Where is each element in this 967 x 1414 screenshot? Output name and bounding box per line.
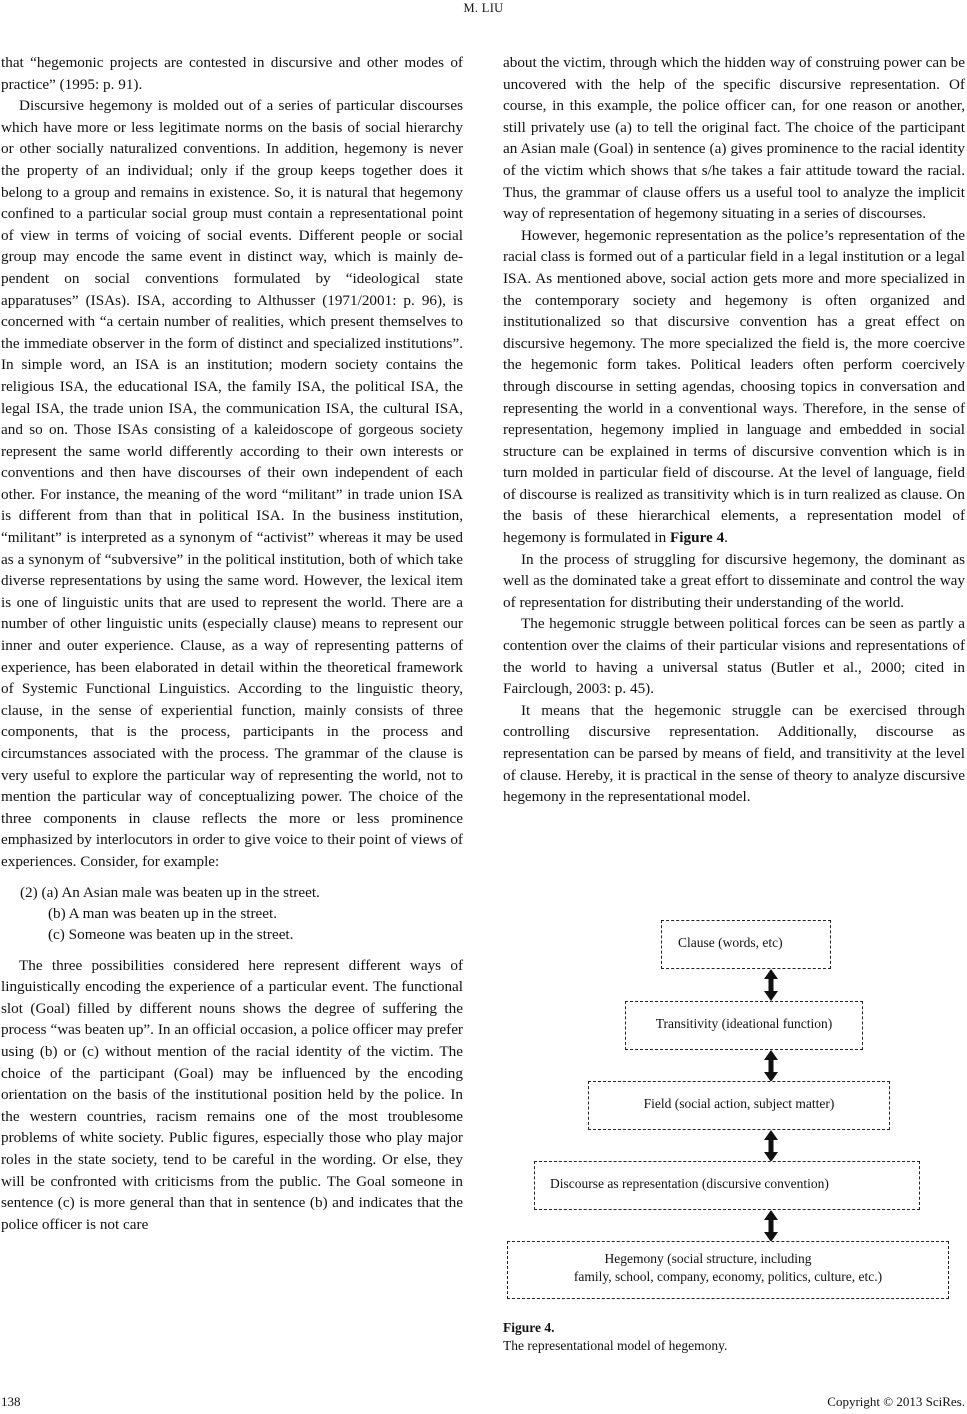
- right-paragraph-2-text: However, hegemonic representation as the police’s representation of the racial class is formed out of a particular field in a legal institution or a legal ISA. As mentioned above, social action gets more and more specialized in the contemporary society and hegemony is often organized and institutionalized so that discursive convention has a great effect on discursive hegemony. The more specialized the field is, the more coercive the hegemonic form takes. Political leaders often perform coercively through discourse in setting agendas, choosing topics in conversation and representing the world in a conventional ways. Therefore, in the sense of representation, hegemony implied in language and embedded in social structure can be explained in terms of discursive convention which is in turn molded in particular field of discourse. At the level of language, field of discourse is realized as transitivity which is in turn realized as clause. On the basis of these hierarchical elements, a representation model of hegemony is formulated in: [503, 226, 965, 547]
- box-clause-label: Clause (words, etc): [678, 935, 783, 950]
- page-number: 138: [1, 1394, 21, 1409]
- right-paragraph-4: The hegemonic struggle between political forces can be seen as partly a contention over the claims of their particular visions and representations of the world to having a universal status (Butler et al., 2000; cited in Fairclough, 2003: p. 45).: [503, 615, 965, 698]
- figure-4-reference: Figure 4: [670, 529, 725, 547]
- box-clause: [661, 920, 831, 969]
- box-field: [588, 1081, 890, 1130]
- left-paragraph-2: Discursive hegemony is molded out of a series of particular discourses which have more or less legitimate norms on the basis of social hierarchy or other socially naturalized conventions. In addition, hegemony is never the property of an individual; only if the group keeps together does it belong to a group and remains in existence. So, it is natural that hegemony confined to a particular social group must contain a representational point of view in terms of voicing of social events. Different people or social group may encode the same event in distinct way, which is mainly dependent on social conventions formulated by “ideological state apparatuses” (ISAs). ISA, according to Althusser (1971/2001: p. 96), is concerned with “a certain number of realities, which present themselves to the immediate observer in the form of distinct and specialized institutions”. In simple word, an ISA is an institution; modern society contains the religious ISA, the educational ISA, the family ISA, the political ISA, the legal ISA, the trade union ISA, the communication ISA, the cultural ISA, and so on. Those ISAs consisting of a kaleidoscope of gorgeous society represent the same world differently according to their own interests or conventions and then have discourses of their own independent of each other. For instance, the meaning of the word “militant” in trade union ISA is different from than that in political ISA. In the business institution, “militant” is interpreted as a synonym of “activist” whereas it may be used as a synonym of “subversive” in the political institution, both of which take diverse representations by using the same word. However, the lexical item is one of linguistic units that are used to represent the world. There are a number of other linguistic units (especially clause) means to represent our inner and outer experience. Clause, as a way of representing patterns of experience, has been elaborated in detail within the theoretical framework of Systemic Functional Linguistics. According to the linguistic theory, clause, in the sense of experiential function, mainly consists of three components, that is the process, participants in the process and circumstances associated with the process. The grammar of the clause is very useful to explore the particular way of representing the world, not to mention the particular way of conceptualizing power. The choice of the three components in clause reflects the more or less prominence emphasized by interlocutors in order to give voice to their point of views of experiences. Consider, for example:: [1, 97, 463, 870]
- example-list: [1, 882, 463, 945]
- right-paragraph-1: about the victim, through which the hidden way of construing power can be uncovered with the help of the specific discursive representation. Of course, in this example, the police officer can, for one reason or another, still privately use (a) to tell the original fact. The choice of the participant an Asian male (Goal) in sentence (a) gives prominence to the racial identity of the victim which shows that s/he takes a fair attitude toward the racial. Thus, the grammar of clause offers us a useful tool to analyze the implicit way of representation of hegemony situating in a series of discourses.: [503, 54, 965, 223]
- example-item-c: (c) Someone was beaten up in the street.: [48, 925, 294, 943]
- left-paragraph-1: that “hegemonic projects are contested in discursive and other modes of practice” (1995: p. 91).: [1, 54, 463, 93]
- box-transitivity: [625, 1001, 863, 1050]
- box-hegemony-label-line-2: family, school, company, economy, politics, culture, etc.): [573, 1269, 883, 1284]
- box-field-label: Field (social action, subject matter): [643, 1096, 835, 1111]
- right-paragraph-2: [503, 225, 965, 549]
- left-paragraph-3: The three possibilities considered here represent different ways of linguistically encoding the experience of a particular event. The functional slot (Goal) filled by different nouns shows the degree of suffering the process “was beaten up”. In an official occasion, a police officer may prefer using (b) or (c) without mention of the racial identity of the victim. The choice of the participant (Goal) may be influenced by the encoding orientation on the basis of the institutional position held by the police. In the western countries, racism remains one of the most troublesome problems of white society. Public figures, especially those who play major roles in the state society, tend to be careful in the wording. Or else, they will be confronted with criticisms from the public. The Goal someone in sentence (c) is more general than that in sentence (b) and indicates that the police officer is not care: [1, 956, 463, 1233]
- figure-4-diagram: [503, 915, 965, 1325]
- example-item-a: (2) (a) An Asian male was beaten up in the street.: [20, 883, 320, 901]
- box-hegemony: [507, 1241, 949, 1299]
- right-column: [503, 52, 965, 808]
- double-arrow-icon: [764, 1130, 778, 1162]
- right-paragraph-5: It means that the hegemonic struggle can be exercised through controlling discursive representation. Additionally, discourse as representation can be parsed by means of field, and transitivity at the level of clause. Hereby, it is practical in the sense of theory to analyze discursive hegemony in the representational model.: [503, 701, 965, 806]
- left-column: [1, 52, 463, 1235]
- box-discourse-label: Discourse as representation (discursive convention): [550, 1176, 829, 1191]
- right-paragraph-2-end: .: [724, 529, 728, 547]
- figure-caption-label: Figure 4.: [503, 1320, 555, 1335]
- box-discourse: [534, 1161, 920, 1210]
- right-paragraph-3: In the process of struggling for discursive hegemony, the dominant as well as the dominated take a great effort to disseminate and control the way of representation for distributing their understanding of the world.: [503, 550, 965, 611]
- example-item-b: (b) A man was beaten up in the street.: [48, 904, 278, 922]
- double-arrow-icon: [764, 969, 778, 1001]
- running-head: M. LIU: [463, 1, 504, 15]
- box-transitivity-label: Transitivity (ideational function): [655, 1016, 833, 1031]
- box-hegemony-label-line-1: Hegemony (social structure, including: [604, 1251, 812, 1266]
- copyright-notice: Copyright © 2013 SciRes.: [827, 1394, 965, 1409]
- figure-caption-text: The representational model of hegemony.: [503, 1338, 728, 1353]
- double-arrow-icon: [764, 1050, 778, 1082]
- figure-caption: [503, 1319, 965, 1355]
- double-arrow-icon: [764, 1210, 778, 1242]
